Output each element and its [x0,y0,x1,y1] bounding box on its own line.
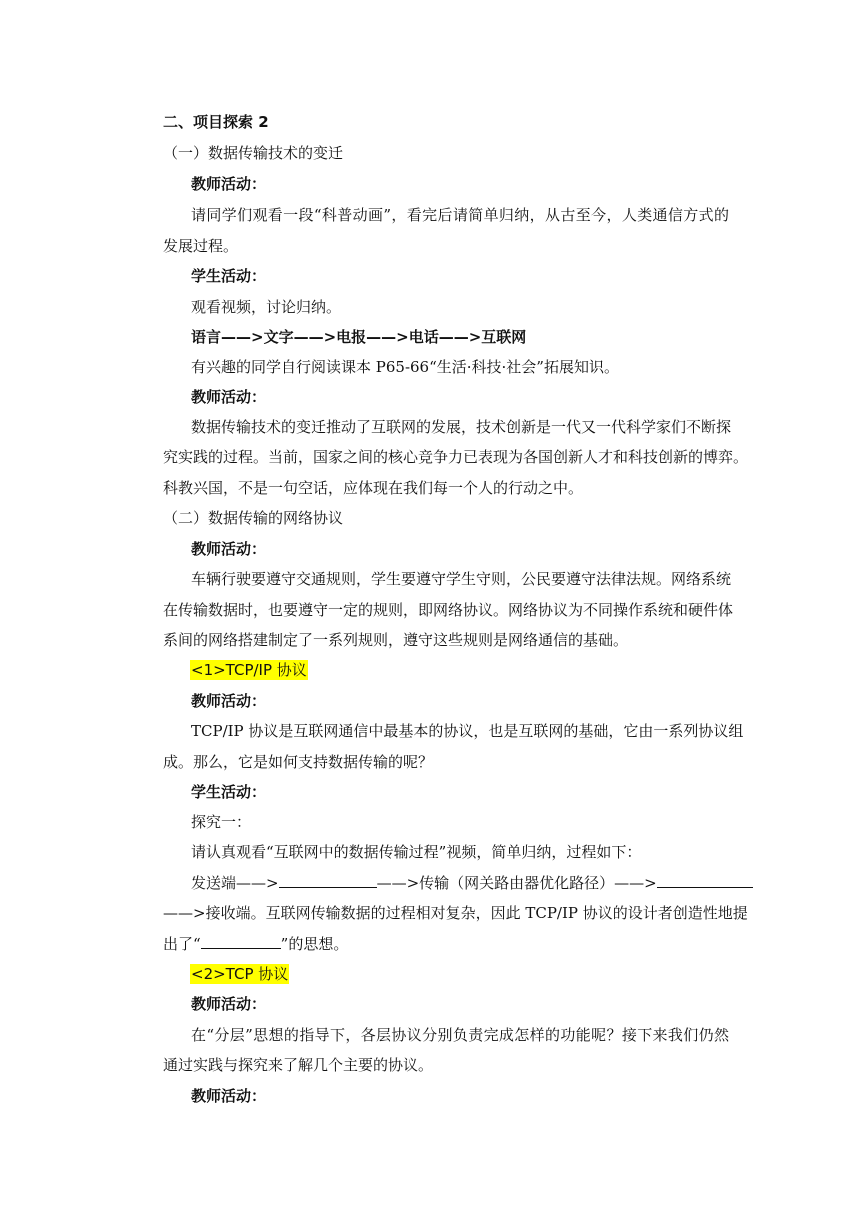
text-fragment: ”的思想。 [280,935,349,953]
text-fragment: 出了“ [163,935,201,953]
teacher-activity-label: 教师活动： [191,388,267,406]
text-fragment: 发送端——> [191,874,279,892]
paragraph-line: 请认真观看“互联网中的数据传输过程”视频，简单归纳，过程如下： [191,843,642,861]
paragraph-line: 车辆行驶要遵守交通规则，学生要遵守学生守则，公民要遵守法律法规。网络系统 [191,570,732,588]
subsection-title-1: （一）数据传输技术的变迁 [163,144,344,162]
paragraph-line: 观看视频，讨论归纳。 [191,298,342,316]
paragraph-line: 通过实践与探究来了解几个主要的协议。 [163,1056,434,1074]
highlighted-text: <2>TCP 协议 [191,965,289,983]
paragraph-line: 系间的网络搭建制定了一系列规则，遵守这些规则是网络通信的基础。 [163,631,629,649]
paragraph-line: 在“分层”思想的指导下，各层协议分别负责完成怎样的功能呢？接下来我们仍然 [191,1026,729,1044]
highlight-tag-tcpip [190,660,308,680]
paragraph-line: 探究一： [191,813,252,831]
paragraph-line: ——>接收端。互联网传输数据的过程相对复杂，因此 TCP/IP 协议的设计者创造性地提 [163,904,748,922]
paragraph-line: 在传输数据时，也要遵守一定的规则，即网络协议。网络协议为不同操作系统和硬件体 [163,601,734,619]
highlight-tag-tcp [190,964,289,984]
subsection-title-2: （二）数据传输的网络协议 [163,509,344,527]
paragraph-line: 有兴趣的同学自行阅读课本 P65-66“生活·科技·社会”拓展知识。 [191,358,619,376]
evolution-chain: 语言——>文字——>电报——>电话——>互联网 [191,328,527,346]
answer-blank[interactable] [279,873,377,888]
fill-in-line-1 [191,873,729,893]
teacher-activity-label: 教师活动： [191,540,267,558]
paragraph-line: 成。那么，它是如何支持数据传输的呢？ [163,753,434,771]
teacher-activity-label: 教师活动： [191,175,267,193]
text-fragment: ——>传输（网关路由器优化路径）——> [376,874,657,892]
highlighted-text: <1>TCP/IP 协议 [191,661,307,679]
paragraph-line: 发展过程。 [163,237,239,255]
paragraph-line: 数据传输技术的变迁推动了互联网的发展，技术创新是一代又一代科学家们不断探 [191,418,732,436]
paragraph-line: 究实践的过程。当前，国家之间的核心竞争力已表现为各国创新人才和科技创新的博弈。 [163,448,749,466]
teacher-activity-label: 教师活动： [191,1087,267,1105]
fill-in-line-2 [163,934,348,954]
paragraph-line: 请同学们观看一段“科普动画”，看完后请简单归纳，从古至今，人类通信方式的 [191,206,729,224]
paragraph-line: TCP/IP 协议是互联网通信中最基本的协议，也是互联网的基础，它由一系列协议组 [191,722,744,740]
section-title: 二、项目探索 2 [163,113,269,131]
answer-blank[interactable] [657,873,753,888]
paragraph-line: 科教兴国，不是一句空话，应体现在我们每一个人的行动之中。 [163,479,584,497]
teacher-activity-label: 教师活动： [191,995,267,1013]
answer-blank[interactable] [201,934,281,949]
student-activity-label: 学生活动： [191,267,267,285]
student-activity-label: 学生活动： [191,783,267,801]
teacher-activity-label: 教师活动： [191,692,267,710]
